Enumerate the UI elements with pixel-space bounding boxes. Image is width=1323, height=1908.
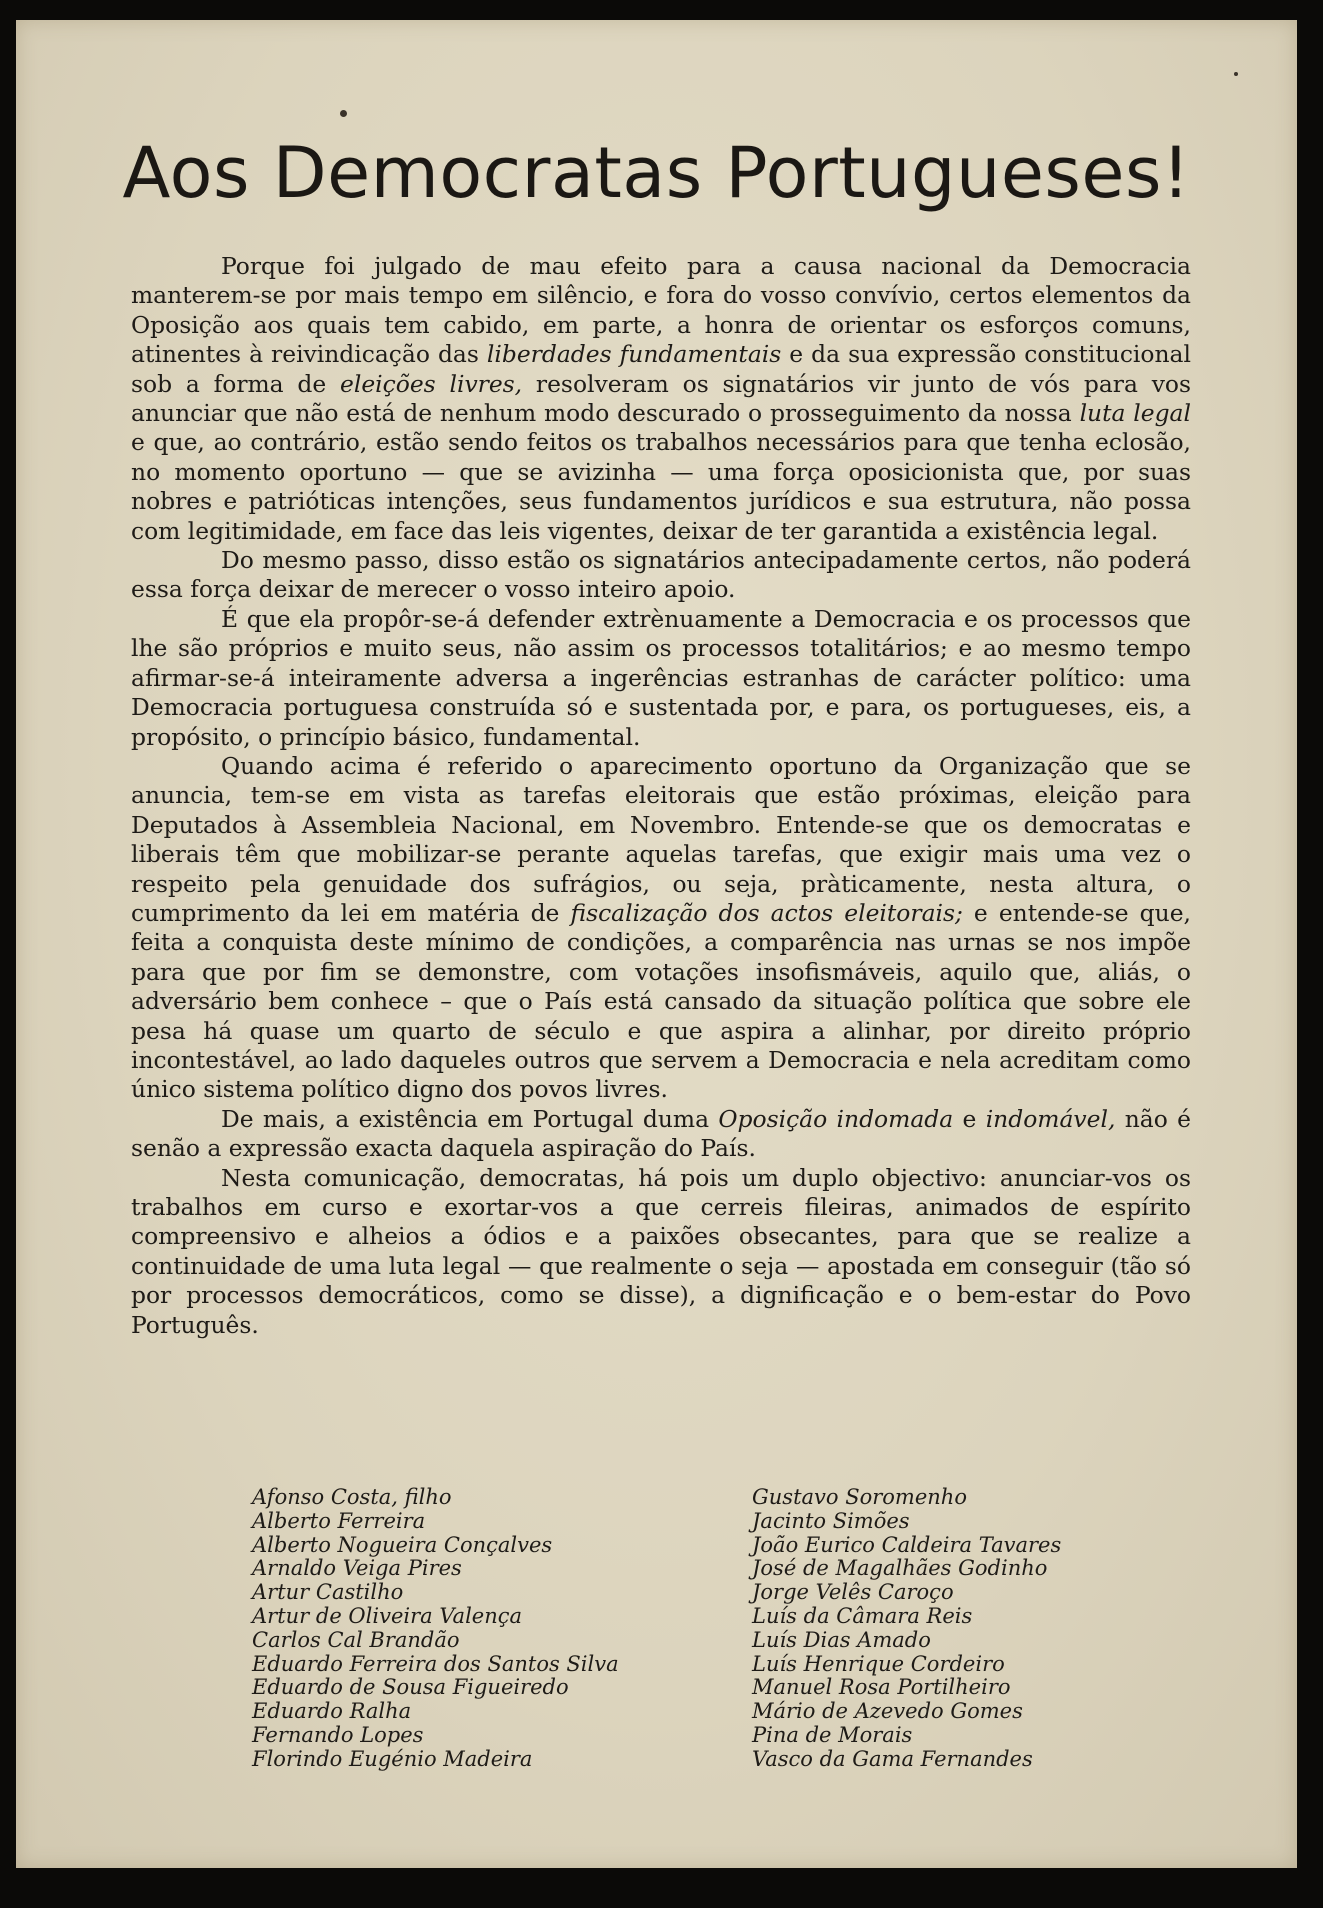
body-paragraph (131, 546, 1191, 605)
signatory-name: Luís Henrique Cordeiro (752, 1651, 1005, 1676)
emphasized-text: luta legal (1079, 399, 1191, 428)
paragraph-text: Nesta comunicação, democratas, há pois um duplo objectivo: anunciar-vos os trabalhos em curso e exortar-vos a que cerreis fileiras, animados de espírito compreensivo e alheios a ódios e a paixões obsecantes, para que se realize a continuidade de uma luta legal — que realmente o seja — apostada em conseguir (tão só por processos democráticos, como se disse), a dignificação e o bem-estar do Povo Português. (131, 1163, 1191, 1339)
ink-speck (340, 110, 347, 117)
emphasized-text: eleições livres, (340, 369, 523, 398)
paragraph-text: e entende-se que, feita a conquista deste mínimo de condições, a comparência nas urnas se nos impõe para que por fim se demonstre, com votações insofismáveis, aquilo que, aliás, o adversário bem conhece – que o País está cansado da situação política que sobre ele pesa há quase um quarto de século e que aspira a alinhar, por direito próprio incontestável, ao lado daqueles outros que servem a Democracia e nela acreditam como único sistema político digno dos povos livres. (131, 898, 1191, 1104)
emphasized-text: indomável, (985, 1104, 1116, 1133)
signatory-name: Artur Castilho (252, 1580, 404, 1605)
signatory-name: Alberto Ferreira (252, 1508, 426, 1533)
signatory-name: Vasco da Gama Fernandes (752, 1746, 1033, 1771)
signatory-name: José de Magalhães Godinho (752, 1556, 1048, 1581)
document-page (16, 20, 1297, 1868)
body-paragraph (131, 252, 1191, 546)
signatory-name: Jorge Velês Caroço (752, 1580, 954, 1605)
signatory-name: Luís Dias Amado (752, 1627, 931, 1652)
body-text (131, 252, 1191, 1340)
signatory-name: João Eurico Caldeira Tavares (752, 1532, 1062, 1557)
signatory-name: Gustavo Soromenho (752, 1485, 967, 1509)
signatory-name: Arnaldo Veiga Pires (252, 1556, 462, 1581)
emphasized-text: Oposição indomada (718, 1104, 954, 1133)
paragraph-text: e (953, 1104, 986, 1133)
paragraph-text: Do mesmo passo, disso estão os signatários antecipadamente certos, não poderá essa força deixar de merecer o vosso inteiro apoio. (131, 546, 1191, 604)
body-paragraph (131, 752, 1191, 1105)
body-paragraph (131, 1105, 1191, 1164)
page-title: Aos Democratas Portugueses! (122, 132, 1191, 214)
paragraph-text: resolveram os signatários vir junto de vós para vos anunciar que não está de nenhum modo descurado o prosseguimento da nossa (131, 369, 1191, 428)
signatory-name: Artur de Oliveira Valença (252, 1603, 523, 1628)
paragraph-text: É que ela propôr-se-á defender extrènuamente a Democracia e os processos que lhe são próprios e muito seus, não assim os processos totalitários; e ao mesmo tempo afirmar-se-á inteiramente adversa a ingerências estranhas de carácter político: uma Democracia portuguesa construída só e sustentada por, e para, os portugueses, eis, a propósito, o princípio básico, fundamental. (131, 604, 1191, 751)
signatory-name: Manuel Rosa Portilheiro (752, 1675, 1011, 1700)
paragraph-text: Porque foi julgado de mau efeito para a causa nacional da Democracia manterem-se por mais tempo em silêncio, e fora do vosso convívio, certos elementos da Oposição aos quais tem cabido, em parte, a honra de orientar os esforços comuns, atinentes à reivindicação das (131, 252, 1191, 369)
paragraph-text: De mais, a existência em Portugal duma (221, 1104, 719, 1133)
signatory-name: Jacinto Simões (752, 1508, 910, 1533)
signatory-name: Eduardo de Sousa Figueiredo (252, 1675, 569, 1700)
ink-speck (1234, 72, 1238, 76)
signatories-left-column (252, 1486, 619, 1772)
signatory-name: Afonso Costa, filho (252, 1485, 452, 1509)
signatory-name: Alberto Nogueira Conçalves (252, 1532, 553, 1557)
signatory-name: Pina de Morais (752, 1722, 913, 1747)
body-paragraph (131, 1164, 1191, 1340)
paragraph-text: Quando acima é referido o aparecimento oportuno da Organização que se anuncia, tem-se em vista as tarefas eleitorais que estão próximas, eleição para Deputados à Assembleia Nacional, em Novembro. Entende-se que os democratas e liberais têm que mobilizar-se perante aquelas tarefas, que exigir mais uma vez o respeito pela genuidade dos sufrágios, ou seja, pràticamente, nesta altura, o cumprimento da lei em matéria de (131, 751, 1191, 927)
signatory-name: Eduardo Ralha (252, 1699, 412, 1724)
signatory-name: Eduardo Ferreira dos Santos Silva (252, 1651, 619, 1676)
signatories-right-column (752, 1486, 1061, 1772)
emphasized-text: fiscalização dos actos eleitorais; (570, 898, 963, 927)
signatory-name: Florindo Eugénio Madeira (252, 1746, 533, 1771)
signatory-name: Fernando Lopes (252, 1722, 424, 1747)
paragraph-text: e que, ao contrário, estão sendo feitos os trabalhos necessários para que tenha eclosão, no momento oportuno — que se avizinha — uma força oposicionista que, por suas nobres e patrióticas intenções, seus fundamentos jurídicos e sua estrutura, não possa com legitimidade, em face das leis vigentes, deixar de ter garantida a existência legal. (131, 428, 1191, 545)
body-paragraph (131, 605, 1191, 752)
signatory-name: Mário de Azevedo Gomes (752, 1699, 1023, 1724)
signatory-name: Carlos Cal Brandão (252, 1627, 460, 1652)
emphasized-text: liberdades fundamentais (486, 340, 782, 369)
paragraph-text: e da sua expressão constitucional sob a forma de (131, 340, 1191, 398)
paragraph-text: não é senão a expressão exacta daquela aspiração do País. (131, 1104, 1192, 1163)
signatory-name: Luís da Câmara Reis (752, 1603, 973, 1628)
